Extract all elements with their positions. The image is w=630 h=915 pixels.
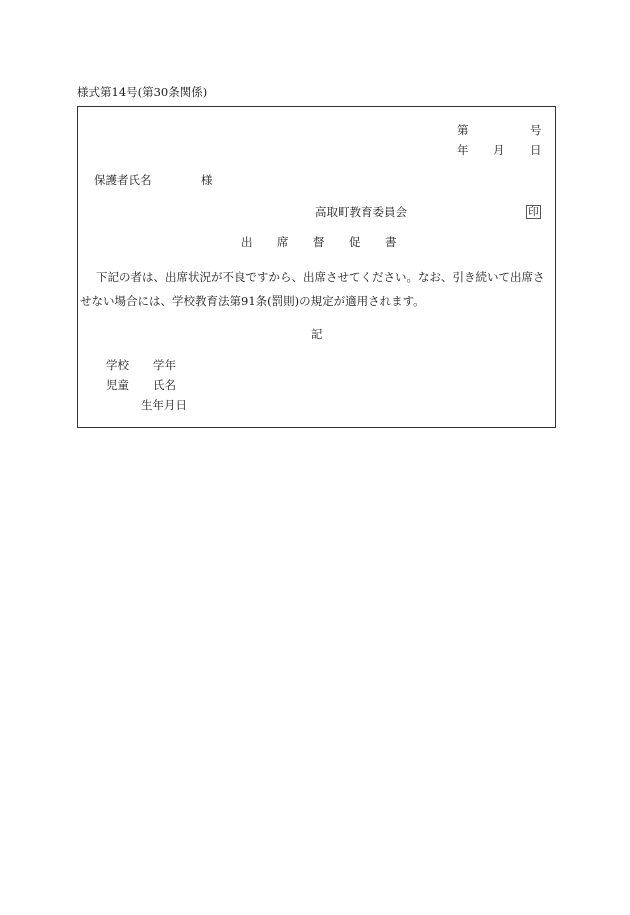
detail-child-label: 児童	[106, 378, 129, 392]
title-char-2: 席	[277, 235, 289, 249]
title-char-5: 書	[385, 235, 397, 249]
document-number-dai: 第	[457, 123, 469, 137]
detail-name-label: 氏名	[153, 378, 176, 392]
form-number: 様式第14号(第30条関係)	[77, 85, 208, 99]
title-char-3: 督	[313, 235, 325, 249]
notice-frame	[77, 106, 556, 428]
document-number-go: 号	[530, 123, 542, 137]
title-char-4: 促	[349, 235, 361, 249]
date-month: 月	[493, 143, 505, 157]
recipient-label: 保護者氏名	[94, 173, 152, 187]
body-paragraph	[78, 265, 557, 313]
title-char-1: 出	[241, 235, 253, 249]
detail-birthdate-label: 生年月日	[141, 398, 187, 412]
date-day: 日	[530, 143, 542, 157]
recipient-honorific: 様	[201, 173, 213, 187]
date-year: 年	[457, 143, 469, 157]
body-text: 下記の者は、出席状況が不良ですから、出席させてください。なお、引き続いて出席させない場合には、学校教育法第91条(罰則)の規定が適用されます。	[80, 270, 545, 308]
sender-name: 高取町教育委員会	[315, 205, 407, 219]
ki-heading: 記	[311, 327, 323, 341]
seal-mark: 印	[526, 205, 541, 219]
detail-school-label: 学校	[106, 358, 129, 372]
detail-grade-label: 学年	[153, 358, 176, 372]
